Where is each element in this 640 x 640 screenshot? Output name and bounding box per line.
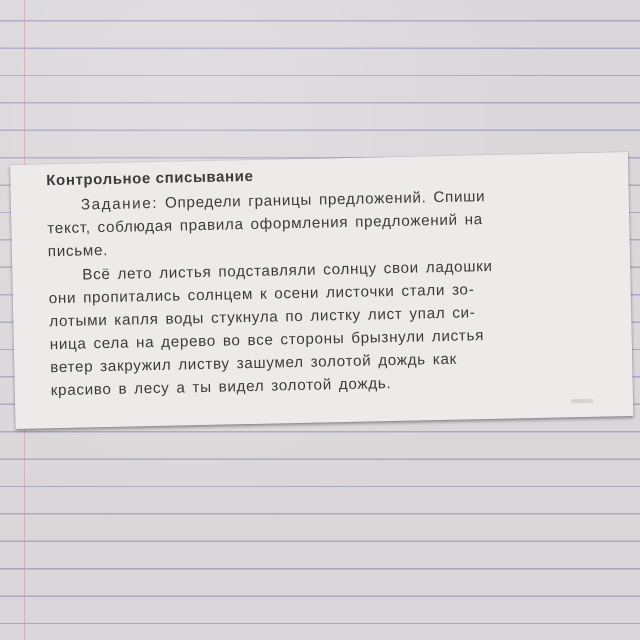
text-line: красиво в лесу а ты видел золотой дождь.	[50, 375, 392, 400]
task-line: письме.	[47, 241, 109, 261]
task-line	[81, 188, 486, 213]
text-line: Всё лето листья подставляли солнцу свои ладошки	[82, 257, 493, 284]
text-line: лотыми капля воды стукнула по листку лист упал си-	[49, 304, 476, 331]
exercise-card	[10, 152, 633, 429]
card-title: Контрольное списывание	[46, 167, 254, 190]
text-line: они пропитались солнцем к осени листочки стали зо-	[48, 281, 475, 308]
task-line: текст, соблюдая правила оформления предложений на	[47, 211, 484, 238]
paper-smudge	[571, 399, 593, 403]
text-line: ветер закружил листву зашумел золотой дождь как	[50, 350, 458, 377]
task-label: Задание:	[80, 194, 159, 214]
text-line: ница села на дерево во все стороны брызнули листья	[49, 327, 485, 354]
task-text: Определи границы предложений. Спиши	[157, 188, 486, 212]
